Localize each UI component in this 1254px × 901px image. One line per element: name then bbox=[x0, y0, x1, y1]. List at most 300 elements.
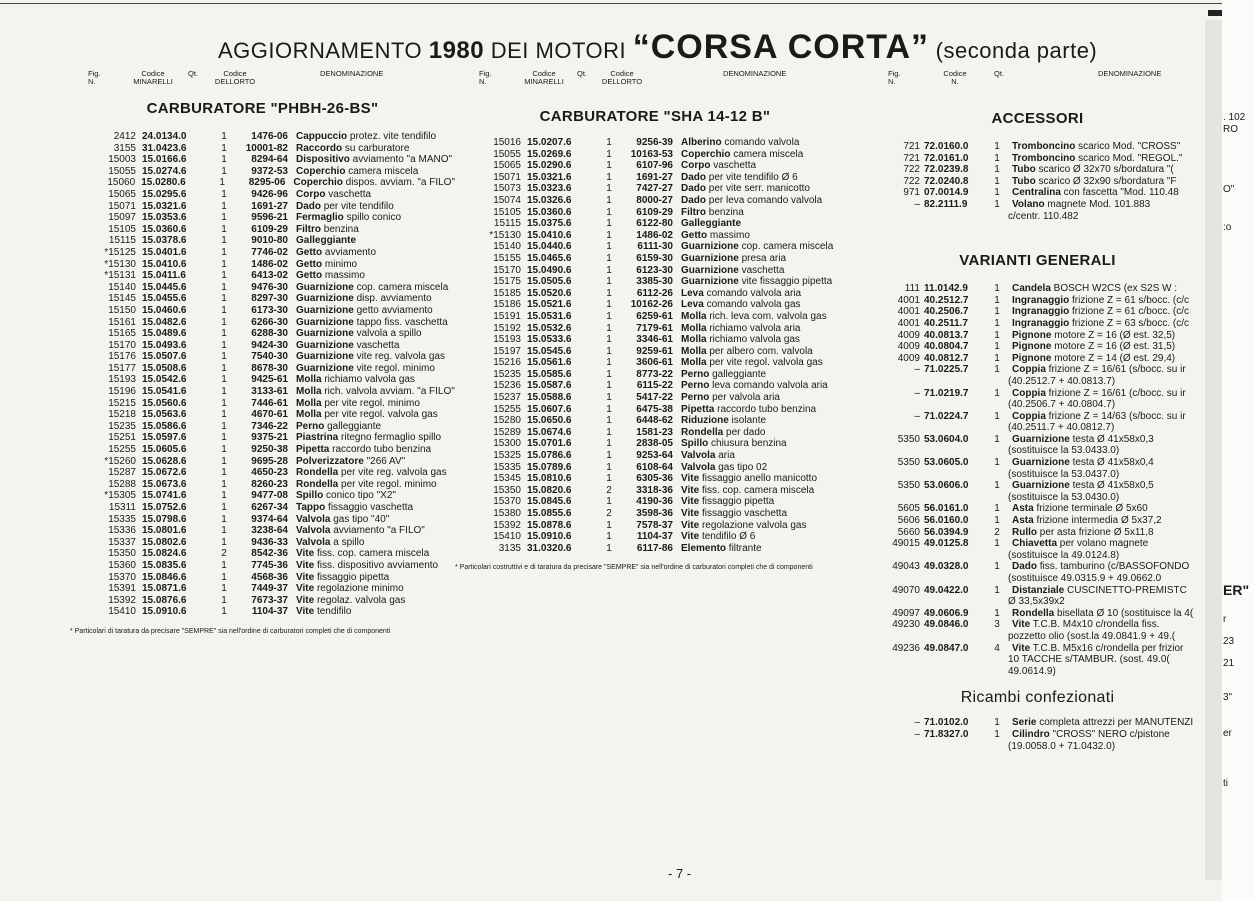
quantity: 1 bbox=[606, 392, 612, 404]
quantity: 1 bbox=[606, 276, 612, 288]
table-row bbox=[870, 176, 1205, 188]
codice-minarelli: 15.0269.6 bbox=[527, 148, 572, 160]
part-name: Vite bbox=[681, 473, 700, 485]
denominazione bbox=[288, 317, 448, 329]
fig-number: 5606 bbox=[897, 515, 920, 527]
codice: 53.0606.0 bbox=[924, 480, 969, 492]
fig-number: 15016 bbox=[493, 137, 521, 148]
codice-minarelli: 31.0423.6 bbox=[142, 142, 187, 154]
quantity: 1 bbox=[994, 198, 1000, 210]
codice: 71.0102.0 bbox=[924, 717, 969, 729]
codice-dellorto: 7746-02 bbox=[251, 246, 288, 258]
part-description: frizione Z = 61 c/bocc. (c/c bbox=[1069, 306, 1189, 318]
fig-number: 15191 bbox=[493, 310, 521, 322]
fig-number: 4009 bbox=[897, 352, 920, 364]
quantity: 1 bbox=[221, 502, 227, 513]
part-name: Valvola bbox=[296, 536, 331, 548]
part-name: Molla bbox=[296, 409, 322, 421]
table-row bbox=[455, 183, 855, 195]
quantity: 1 bbox=[221, 536, 227, 548]
top-rule bbox=[0, 3, 1254, 4]
denominazione bbox=[288, 606, 351, 618]
quantity: 1 bbox=[606, 322, 612, 334]
denominazione bbox=[1008, 306, 1189, 318]
quantity: 1 bbox=[606, 415, 612, 427]
codice-dellorto: 3606-61 bbox=[636, 357, 673, 369]
fig-number: – bbox=[914, 717, 920, 729]
denominazione bbox=[673, 218, 741, 230]
quantity: 1 bbox=[994, 717, 1000, 729]
codice-minarelli: 15.0360.6 bbox=[527, 206, 572, 218]
part-description: "CROSS" NERO c/pistone bbox=[1049, 728, 1170, 740]
quantity: 1 bbox=[221, 490, 227, 502]
codice-dellorto: 6413-02 bbox=[251, 270, 288, 282]
denominazione bbox=[1008, 187, 1179, 199]
part-description: vaschetta bbox=[738, 264, 785, 276]
quantity: 1 bbox=[994, 561, 1000, 573]
part-name: Getto bbox=[296, 270, 323, 282]
part-name: Pipetta bbox=[296, 444, 330, 456]
denominazione bbox=[288, 328, 422, 340]
quantity: 1 bbox=[221, 351, 227, 363]
codice-minarelli: 15.0835.6 bbox=[142, 559, 187, 571]
part-description: testa Ø 41x58x0,3 bbox=[1069, 433, 1154, 445]
denominazione bbox=[288, 351, 445, 363]
table-row bbox=[455, 473, 855, 485]
denominazione bbox=[288, 131, 436, 143]
section-accessori: ACCESSORI bbox=[991, 110, 1084, 127]
denominazione bbox=[673, 415, 766, 427]
part-description: fiss. cop. camera miscela bbox=[314, 548, 430, 560]
hdr-codice: Codice N. bbox=[943, 69, 967, 86]
codice-minarelli: 15.0295.6 bbox=[142, 188, 187, 200]
part-name: Vite bbox=[681, 531, 700, 543]
codice-dellorto: 8294-64 bbox=[251, 154, 288, 166]
denominazione bbox=[673, 172, 798, 184]
quantity: 2 bbox=[994, 526, 1000, 538]
fig-number: 15392 bbox=[108, 594, 136, 606]
table-row bbox=[455, 241, 855, 253]
table-row bbox=[455, 253, 855, 265]
quantity: 1 bbox=[994, 480, 1000, 492]
codice-minarelli: 15.0455.6 bbox=[142, 293, 187, 305]
quantity: 1 bbox=[606, 310, 612, 322]
part-name: Molla bbox=[681, 310, 707, 322]
part-name: Dispositivo bbox=[296, 154, 350, 166]
fig-number: 15193 bbox=[493, 334, 521, 346]
part-name: Piastrina bbox=[296, 432, 339, 444]
codice-minarelli: 15.0520.6 bbox=[527, 287, 572, 299]
fig-number: 15236 bbox=[493, 380, 521, 392]
part-name: Polverizzatore bbox=[296, 455, 364, 467]
denominazione bbox=[673, 241, 833, 253]
codice-dellorto: 9253-64 bbox=[636, 450, 673, 462]
quantity: 1 bbox=[606, 531, 612, 543]
quantity: 1 bbox=[221, 188, 227, 200]
fig-number: 15255 bbox=[108, 444, 136, 456]
table-row bbox=[70, 235, 455, 247]
part-name: Guarnizione bbox=[296, 281, 354, 293]
part-description: per asta frizione Ø 5x11,8 bbox=[1037, 526, 1154, 538]
quantity: 1 bbox=[221, 478, 227, 490]
page-gutter bbox=[1205, 20, 1222, 880]
table-row bbox=[870, 561, 1205, 573]
table-row bbox=[70, 224, 455, 236]
part-name: Dado bbox=[681, 183, 706, 195]
part-description: per volano magnete bbox=[1057, 538, 1149, 550]
denominazione bbox=[1008, 283, 1177, 295]
quantity: 1 bbox=[606, 299, 612, 311]
codice-minarelli: 15.0489.6 bbox=[142, 328, 187, 340]
codice-minarelli: 15.0353.6 bbox=[142, 212, 187, 224]
table-row bbox=[870, 318, 1205, 330]
denominazione bbox=[288, 386, 455, 398]
fig-number: *15125 bbox=[104, 246, 136, 258]
part-name: Perno bbox=[296, 420, 325, 432]
edge-mark bbox=[1208, 10, 1222, 16]
codice-dellorto: 5417-22 bbox=[636, 392, 673, 404]
codice-dellorto: 1486-02 bbox=[636, 229, 673, 241]
codice-minarelli: 15.0798.6 bbox=[142, 513, 187, 525]
part-description: frizione Z = 63 s/bocc. (c/c bbox=[1069, 317, 1189, 329]
denominazione bbox=[673, 195, 822, 207]
denominazione bbox=[1008, 480, 1154, 492]
fig-number: 15055 bbox=[108, 165, 136, 177]
part-name: Getto bbox=[296, 258, 323, 270]
fig-number: 15410 bbox=[493, 531, 521, 543]
part-name: Dado bbox=[681, 171, 706, 183]
codice-minarelli: 15.0410.6 bbox=[527, 229, 572, 241]
fig-number: 15410 bbox=[108, 606, 136, 618]
part-description: disp. avviamento bbox=[353, 293, 432, 305]
part-description: per vite tendifilo bbox=[321, 200, 394, 212]
denominazione bbox=[1008, 199, 1150, 211]
table-row bbox=[455, 346, 855, 358]
fig-number: 4009 bbox=[897, 329, 920, 341]
part-description: vaschetta bbox=[353, 339, 400, 351]
quantity: 1 bbox=[606, 229, 612, 241]
denominazione bbox=[288, 224, 359, 236]
table-row bbox=[870, 283, 1205, 295]
quantity: 1 bbox=[221, 444, 227, 456]
codice-minarelli: 15.0820.6 bbox=[527, 484, 572, 496]
codice-dellorto: 7673-37 bbox=[251, 594, 288, 606]
part-name: Guarnizione bbox=[681, 252, 739, 264]
fig-number: 15193 bbox=[108, 374, 136, 386]
part-description: frizione Z = 14/63 (s/bocc. su ir bbox=[1045, 410, 1186, 422]
codice-minarelli: 15.0378.6 bbox=[142, 235, 187, 247]
codice: 49.0847.0 bbox=[924, 642, 969, 654]
hdr-codice2: Codice DELLORTO bbox=[214, 69, 256, 86]
part-description: isolante bbox=[728, 415, 767, 427]
table-row bbox=[455, 218, 855, 230]
fig-number: 15097 bbox=[108, 212, 136, 224]
fig-number: 15196 bbox=[108, 386, 136, 398]
codice: 40.0813.7 bbox=[924, 329, 969, 341]
hdr-qt: Qt. bbox=[994, 69, 1005, 78]
part-description: fissaggio pipetta bbox=[314, 571, 390, 583]
table-row bbox=[455, 508, 855, 520]
part-name: Rondella bbox=[296, 478, 339, 490]
codice: 49.0422.0 bbox=[924, 584, 969, 596]
table-row bbox=[870, 153, 1205, 165]
table-row bbox=[870, 295, 1205, 307]
quantity: 1 bbox=[994, 164, 1000, 176]
part-name: Coperchio bbox=[681, 148, 731, 160]
denominazione bbox=[1008, 364, 1186, 376]
part-name: Filtro bbox=[296, 223, 321, 235]
fig-number: 15280 bbox=[493, 415, 521, 427]
codice: 40.0804.7 bbox=[924, 341, 969, 353]
quantity: 1 bbox=[606, 438, 612, 450]
part-name: Ingranaggio bbox=[1012, 306, 1070, 318]
codice: 56.0161.0 bbox=[924, 503, 969, 515]
codice-minarelli: 15.0280.6 bbox=[141, 177, 186, 189]
codice-dellorto: 4670-61 bbox=[251, 409, 288, 421]
continuation-line: 49.0614.9) bbox=[1008, 665, 1056, 677]
part-description: per vite tendifilo Ø 6 bbox=[706, 171, 798, 183]
table-row bbox=[870, 434, 1205, 446]
table-row bbox=[70, 363, 455, 375]
codice-dellorto: 6122-80 bbox=[636, 218, 673, 230]
part-name: Raccordo bbox=[296, 142, 343, 154]
hdr-denom: DENOMINAZIONE bbox=[723, 69, 787, 78]
codice-minarelli: 15.0323.6 bbox=[527, 183, 572, 195]
codice: 49.0125.8 bbox=[924, 538, 969, 550]
part-description: per dado bbox=[723, 426, 766, 438]
codice: 40.2512.7 bbox=[924, 294, 969, 306]
part-name: Chiavetta bbox=[1012, 538, 1058, 550]
codice: 72.0240.8 bbox=[924, 175, 969, 187]
quantity: 1 bbox=[221, 594, 227, 606]
column-header bbox=[455, 60, 855, 94]
part-description: comando valvola bbox=[721, 137, 800, 148]
table-row bbox=[70, 212, 455, 224]
codice-dellorto: 7179-61 bbox=[636, 322, 673, 334]
codice-dellorto: 1104-37 bbox=[636, 531, 673, 543]
codice-dellorto: 6109-29 bbox=[636, 206, 673, 218]
denominazione bbox=[673, 323, 801, 335]
codice-dellorto: 6112-26 bbox=[636, 287, 673, 299]
denominazione bbox=[288, 502, 413, 514]
denominazione bbox=[1008, 318, 1189, 330]
quantity: 1 bbox=[221, 200, 227, 212]
part-description: per valvola aria bbox=[709, 392, 780, 404]
codice-dellorto: 6448-62 bbox=[636, 415, 673, 427]
part-name: Asta bbox=[1012, 503, 1034, 515]
edge-fragment: er bbox=[1223, 728, 1232, 739]
fig-number: *15305 bbox=[104, 490, 136, 502]
fig-number: 15192 bbox=[493, 322, 521, 334]
fig-number: – bbox=[914, 364, 920, 376]
quantity: 1 bbox=[994, 294, 1000, 306]
denominazione bbox=[288, 548, 429, 560]
fig-number: 15055 bbox=[493, 148, 521, 160]
quantity: 1 bbox=[221, 293, 227, 305]
part-description: motore Z = 16 (Ø est. 32,5) bbox=[1051, 329, 1176, 341]
part-description: con fascetta "Mod. 110.48 bbox=[1060, 187, 1179, 199]
table-row bbox=[70, 166, 455, 178]
codice-minarelli: 15.0207.6 bbox=[527, 137, 572, 148]
fig-number: 15335 bbox=[108, 513, 136, 525]
table-row bbox=[870, 538, 1205, 550]
denominazione bbox=[1008, 164, 1174, 176]
part-name: Dado bbox=[296, 200, 321, 212]
part-name: Guarnizione bbox=[1012, 457, 1070, 469]
codice: 71.0225.7 bbox=[924, 364, 969, 376]
denominazione bbox=[673, 183, 810, 195]
denominazione bbox=[288, 247, 376, 259]
part-name: Vite bbox=[681, 484, 700, 496]
codice-dellorto: 9596-21 bbox=[251, 212, 288, 224]
quantity: 1 bbox=[994, 515, 1000, 527]
codice-dellorto: 6107-96 bbox=[636, 160, 673, 172]
codice-dellorto: 7346-22 bbox=[251, 420, 288, 432]
fig-number: 15071 bbox=[108, 200, 136, 212]
quantity: 1 bbox=[606, 542, 612, 554]
quantity: 1 bbox=[994, 607, 1000, 619]
fig-number: 15235 bbox=[493, 368, 521, 380]
table-row bbox=[870, 164, 1205, 176]
denominazione bbox=[288, 409, 438, 421]
table-row bbox=[70, 131, 455, 143]
quantity: 1 bbox=[994, 175, 1000, 187]
fig-number: 15065 bbox=[493, 160, 521, 172]
table-row bbox=[70, 247, 455, 259]
fig-number: 15325 bbox=[493, 450, 521, 462]
fig-number: 49015 bbox=[892, 538, 920, 550]
part-description: filtrante bbox=[726, 542, 762, 554]
hdr-fig: Fig. N. bbox=[88, 69, 101, 86]
edge-fragment: 3" bbox=[1223, 692, 1233, 703]
table-row bbox=[870, 330, 1205, 342]
part-name: Molla bbox=[296, 397, 322, 409]
fig-number: 971 bbox=[903, 187, 920, 199]
fig-number: 15289 bbox=[493, 426, 521, 438]
table-row bbox=[870, 729, 1205, 741]
quantity: 1 bbox=[606, 496, 612, 508]
continuation-line: 10 TACCHE s/TAMBUR. (sost. 49.0( bbox=[1008, 654, 1170, 666]
denominazione bbox=[288, 363, 435, 375]
part-name: Corpo bbox=[681, 160, 711, 172]
codice-dellorto: 1476-06 bbox=[251, 131, 288, 142]
denominazione bbox=[288, 154, 452, 166]
codice-dellorto: 1581-23 bbox=[636, 426, 673, 438]
part-name: Tappo bbox=[296, 502, 326, 513]
codice-dellorto: 9375-21 bbox=[251, 432, 288, 444]
denominazione bbox=[1008, 527, 1154, 539]
part-name: Rondella bbox=[296, 467, 339, 479]
codice-dellorto: 9259-61 bbox=[636, 345, 673, 357]
quantity: 1 bbox=[221, 212, 227, 224]
accessori-list bbox=[870, 141, 1205, 222]
fig-number: 15165 bbox=[108, 328, 136, 340]
part-name: Valvola bbox=[296, 525, 331, 537]
fig-number: 15170 bbox=[493, 264, 521, 276]
part-name: Vite bbox=[296, 594, 315, 606]
codice-minarelli: 15.0910.6 bbox=[527, 531, 572, 543]
codice: 49.0328.0 bbox=[924, 561, 969, 573]
quantity: 1 bbox=[221, 374, 227, 386]
codice-minarelli: 15.0507.6 bbox=[142, 351, 187, 363]
codice-minarelli: 15.0674.6 bbox=[527, 426, 572, 438]
table-row bbox=[70, 189, 455, 201]
table-row bbox=[70, 293, 455, 305]
fig-number: 15176 bbox=[108, 351, 136, 363]
part-name: Guarnizione bbox=[296, 328, 354, 340]
fig-number: 15155 bbox=[493, 252, 521, 264]
codice: 40.2506.7 bbox=[924, 306, 969, 318]
quantity: 1 bbox=[994, 457, 1000, 469]
quantity: 1 bbox=[994, 317, 1000, 329]
parts-list bbox=[70, 131, 455, 618]
fig-number: 15255 bbox=[493, 403, 521, 415]
fig-number: 15300 bbox=[493, 438, 521, 450]
quantity: 1 bbox=[606, 450, 612, 462]
codice-dellorto: 8773-22 bbox=[636, 368, 673, 380]
table-row bbox=[70, 606, 455, 618]
codice-dellorto: 7446-61 bbox=[251, 397, 288, 409]
part-name: Perno bbox=[681, 368, 710, 380]
denominazione bbox=[673, 462, 767, 474]
fig-number: 15335 bbox=[493, 461, 521, 473]
codice-dellorto: 4568-36 bbox=[251, 571, 288, 583]
denominazione bbox=[1008, 295, 1189, 307]
table-row bbox=[870, 364, 1205, 376]
codice-minarelli: 15.0166.6 bbox=[142, 154, 187, 166]
part-description: rich. leva com. valvola gas bbox=[706, 310, 827, 322]
codice-dellorto: 9426-96 bbox=[251, 188, 288, 200]
table-row bbox=[70, 572, 455, 584]
part-description: dispos. avviam. "a FILO" bbox=[342, 177, 455, 189]
part-name: Molla bbox=[296, 374, 322, 386]
codice: 56.0160.0 bbox=[924, 515, 969, 527]
quantity: 1 bbox=[606, 426, 612, 438]
codice-dellorto: 7427-27 bbox=[636, 183, 673, 195]
codice-minarelli: 15.0465.6 bbox=[527, 252, 572, 264]
continuation-line: Ø 33,5x39x2 bbox=[1008, 596, 1065, 608]
table-row bbox=[455, 369, 855, 381]
part-description: CUSCINETTO-PREMISTC bbox=[1064, 584, 1187, 596]
part-name: Guarnizione bbox=[296, 362, 354, 374]
table-row bbox=[70, 409, 455, 421]
codice-dellorto: 1486-02 bbox=[251, 258, 288, 270]
denominazione bbox=[1008, 717, 1193, 729]
denominazione bbox=[288, 166, 418, 178]
fig-number: *15130 bbox=[104, 258, 136, 270]
quantity: 1 bbox=[994, 283, 1000, 295]
part-description: rich. valvola avviam. "a FILO" bbox=[321, 386, 455, 398]
part-name: Perno bbox=[681, 392, 710, 404]
fig-number: 3135 bbox=[498, 542, 521, 554]
codice: 71.0224.7 bbox=[924, 410, 969, 422]
codice-dellorto: 4190-36 bbox=[636, 496, 673, 508]
fig-number: 15197 bbox=[493, 345, 521, 357]
codice-dellorto: 3133-61 bbox=[251, 386, 288, 398]
table-row bbox=[70, 270, 455, 282]
part-name: Vite bbox=[681, 508, 700, 519]
quantity: 1 bbox=[994, 306, 1000, 318]
part-description: motore Z = 14 (Ø est. 29,4) bbox=[1051, 352, 1176, 364]
codice-dellorto: 6117-86 bbox=[636, 542, 673, 554]
denominazione bbox=[673, 160, 756, 172]
fig-number: 15235 bbox=[108, 420, 136, 432]
codice-minarelli: 15.0326.6 bbox=[527, 194, 572, 206]
fig-number: 15350 bbox=[108, 548, 136, 560]
part-description: scarico Ø 32x70 s/bordatura "( bbox=[1035, 164, 1174, 176]
fig-number: 49230 bbox=[892, 619, 920, 631]
fig-number: 15071 bbox=[493, 171, 521, 183]
